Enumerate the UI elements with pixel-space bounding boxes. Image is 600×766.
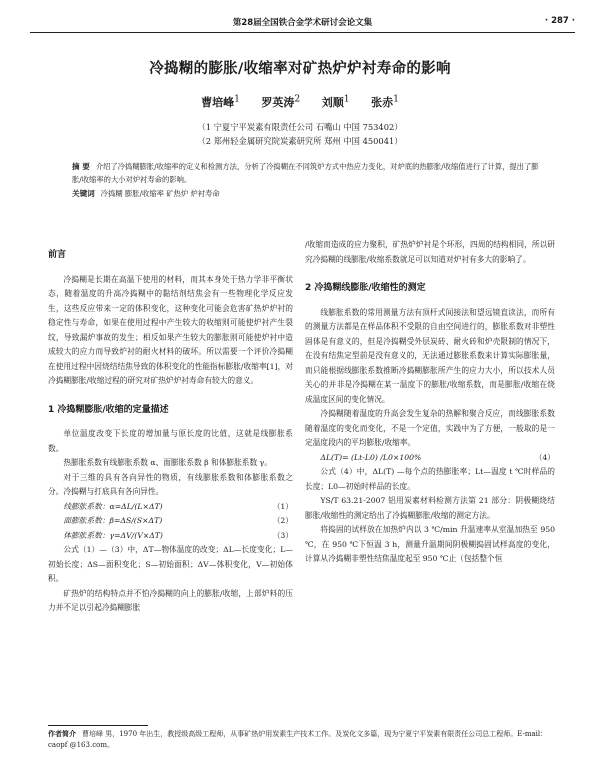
paragraph: /收缩而造成的应力聚积，矿热炉炉衬是个环形，四周的结构相同，所以研究冷捣糊的线膨胀/收缩系数就足可以知道对炉衬有多大的影响了。 [305,240,555,264]
section-heading: 前言 [48,250,67,260]
paragraph: 公式（1）—（3）中，ΔT—物体温度的改变；ΔL—长度变化；L—初始长度；ΔS—面积变化；S—初始面积；ΔV—体积变化，V—初始体积。 [48,545,293,583]
affiliation: （2 郑州轻金属研究院炭素研究所 郑州 中国 450041） [197,136,403,146]
paragraph: YS/T 63.21-2007 铝用炭素材料检测方法第 21 部分：阴极糊烧结膨胀/收缩性的测定给出了冷捣糊膨胀/收缩的测定方法。 [305,496,555,520]
author-list [0,93,600,110]
affiliation: （1 宁夏宁平炭素有限责任公司 石嘴山 中国 753402） [197,122,403,132]
paper-title: 冷捣糊的膨胀/收缩率对矿热炉炉衬寿命的影响 [149,61,451,77]
paragraph: 热膨胀系数有线膨胀系数 α、面膨胀系数 β 和体膨胀系数 γ。 [63,458,272,467]
paragraph: 公式（4）中，ΔL(T) —每个点的热膨胀率；Lt—温度 t ℃时样品的长度；L0—初始时样品的长度。 [305,467,555,491]
author: 罗英涛$^2$ [261,93,301,109]
footnote-divider [48,725,148,726]
author: 曹培峰$^1$ [201,93,240,109]
abstract-label: 摘 要 [72,162,90,171]
page-number: · 287 · [544,16,575,26]
keywords: 冷捣糊 膨胀/收缩率 矿热炉 炉衬寿命 [100,189,220,198]
author: 张赤$^1$ [371,93,399,109]
keywords-label: 关键词 [72,189,95,198]
left-column [48,238,293,616]
paragraph: 单位温度改变下长度的增加量与原长度的比值，这就是线膨胀系数。 [48,429,293,453]
section-heading: 2 冷捣糊线膨胀/收缩性的测定 [305,283,426,293]
paragraph: 矿热炉的结构特点并不怕冷捣糊的向上的膨胀/收缩，上部炉料的压力并不足以引起冷捣糊膨胀 [48,588,293,612]
abstract-text: 介绍了冷捣糊膨胀/收缩率的定义和检测方法，分析了冷捣糊在不同筑炉方式中热应力变化，对炉底的热膨胀/收缩值进行了计算，提出了膨胀/收缩率的大小对炉衬寿命的影响。 [72,162,539,184]
running-header [30,16,575,33]
author: 刘顺$^1$ [321,93,350,109]
abstract [72,160,547,200]
footnote-text: 曹培峰 男，1970 年出生，教授级高级工程师，从事矿热炉用炭素生产技术工作。及炭化文多篇，现为宁夏宁平炭素有限责任公司总工程师。E-mail：caopf @163.com。 [48,730,548,749]
equation: 体膨胀系数：γ=ΔV/(V×ΔT) （3） [63,530,293,540]
paragraph: 对于三维的具有各向异性的物质，有线膨胀系数和体膨胀系数之分。冷捣糊与打底具有各向异性。 [48,472,293,496]
footnote-label: 作者简介 [48,730,76,738]
right-column [305,238,555,567]
author-footnote [48,729,558,751]
paragraph: 线膨胀系数的常用测量方法有顶杆式间接法和望远镜直读法，而所有的测量方法都是在样品体积不受限的自由空间进行的，膨胀系数对非塑性固体是有意义的，但是冷捣糊受外层炭砖、耐火砖和炉壳限制的情况下，在没有结焦定型前是没有意义的，无法通过膨胀系数来计算实际膨胀量，而只能根据线膨胀系数推断冷捣糊膨胀所产生的应力大小，所以技术人员关心的并非是冷捣糊在某一温度下的膨胀/收缩系数，而是膨胀/收缩在烧成温度区间的变化情况。 [305,307,555,404]
paragraph: 将捣固的试样放在加热炉内以 3 ℃/min 升温速率从室温加热至 950 ℃，在 950 ℃下恒温 3 h，测量升温期间阴极糊捣固试样高度的变化，计算从冷捣糊非塑性结焦温度起至 950 ℃止（包括整个恒 [305,525,555,563]
conference-title: 第28届全国铁合金学术研讨会论文集 [232,18,373,28]
section-heading: 1 冷捣糊膨胀/收缩的定量描述 [48,404,169,415]
paragraph: 冷捣糊是长期在高温下使用的材料，而其本身处于热力学非平衡状态，随着温度的升高冷捣糊中的黏结剂结焦会有一些物理化学反应发生，这些反应带来一定的体积变化，这种变化可能会危害矿热炉炉衬的稳定性与寿命，如果在使用过程中产生较大的收缩则可能使炉衬产生裂纹，导致漏炉事故的发生；相反如果产生较大的膨胀则可能使炉衬中造成较大的应力而导致炉衬的耐火材料的破坏。所以需要一个评价冷捣糊在使用过程中因烧结结焦导致的体积变化的性能指标膨胀/收缩率[1]，对冷捣糊膨胀/收缩过程的研究对矿热炉炉衬寿命有较大的意义。 [48,274,293,385]
equation: 面膨胀系数：β=ΔS/(S×ΔT) （2） [63,516,293,525]
paragraph: 冷捣糊随着温度的升高会发生复杂的热解和聚合反应，而线膨胀系数随着温度的变化而变化，不是一个定值，实践中为了方便，一般取的是一定温度段内的平均膨胀/收缩率。 [305,409,555,447]
equation: ΔL(T)= (Lt-L0) /L0×100% （4） [320,452,555,462]
equation: 线膨胀系数：α=ΔL/(L×ΔT) （1） [63,501,293,511]
